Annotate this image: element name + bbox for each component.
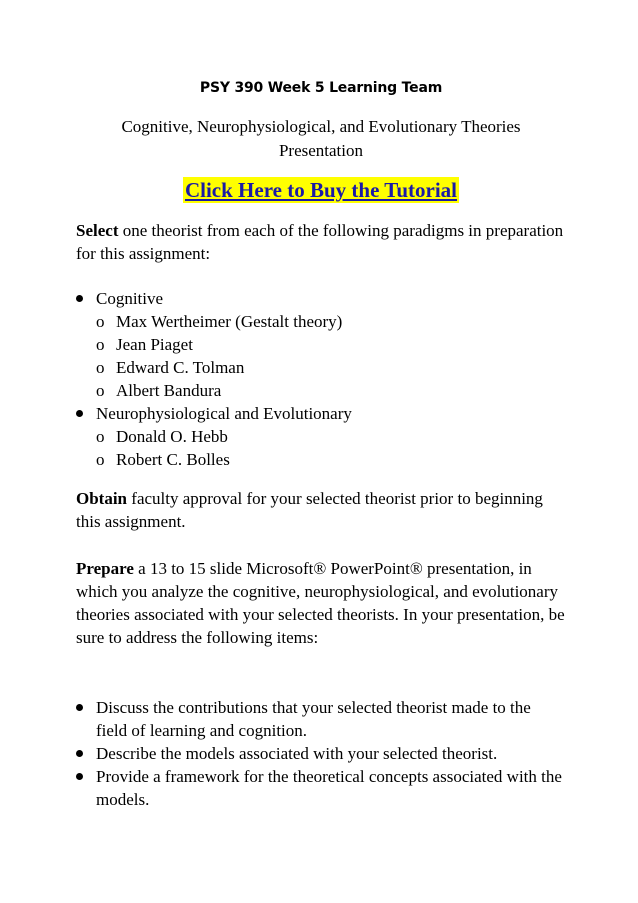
theorist-list: [96, 425, 566, 471]
theorist-name: Edward C. Tolman: [116, 358, 245, 377]
bullet-icon: [76, 410, 83, 417]
circle-bullet-icon: o: [96, 312, 105, 331]
theorist-item: [96, 310, 566, 333]
requirement-item: [76, 696, 566, 742]
theorist-item: [96, 333, 566, 356]
circle-bullet-icon: o: [96, 335, 105, 354]
bullet-icon: [76, 773, 83, 780]
circle-bullet-icon: o: [96, 427, 105, 446]
requirement-text: Provide a framework for the theoretical concepts associated with the models.: [96, 767, 562, 809]
theorist-name: Jean Piaget: [116, 335, 193, 354]
paradigm-label: Cognitive: [96, 289, 164, 308]
circle-bullet-icon: o: [96, 450, 105, 469]
paradigm-label: Neurophysiological and Evolutionary: [96, 404, 352, 423]
obtain-paragraph: [76, 487, 566, 533]
prepare-paragraph: [76, 557, 566, 649]
document-heading: PSY 390 Week 5 Learning Team: [199, 80, 443, 96]
theorist-name: Donald O. Hebb: [116, 427, 228, 446]
theorist-item: [96, 379, 566, 402]
circle-bullet-icon: o: [96, 358, 105, 377]
bullet-icon: [76, 750, 83, 757]
theorist-name: Albert Bandura: [116, 381, 222, 400]
document-subtitle: [68, 115, 574, 163]
requirements-list: [76, 696, 566, 811]
select-paragraph: [76, 219, 566, 265]
bullet-icon: [76, 295, 83, 302]
bullet-icon: [76, 704, 83, 711]
theorist-item: [96, 448, 566, 471]
requirement-item: [76, 742, 566, 765]
obtain-text: faculty approval for your selected theorist prior to beginning this assignment.: [76, 489, 543, 531]
requirement-item: [76, 765, 566, 811]
requirement-text: Discuss the contributions that your selected theorist made to the field of learning and cognition.: [96, 698, 531, 740]
select-text: one theorist from each of the following paradigms in preparation for this assignment:: [76, 221, 564, 263]
requirement-text: Describe the models associated with your selected theorist.: [96, 744, 498, 763]
paradigm-item: [76, 402, 566, 471]
buy-tutorial-link[interactable]: Click Here to Buy the Tutorial: [184, 178, 458, 202]
paradigm-list: [76, 287, 566, 471]
buy-link-container: [76, 177, 566, 203]
select-keyword: Select: [76, 221, 119, 240]
prepare-keyword: Prepare: [76, 559, 134, 578]
circle-bullet-icon: o: [96, 381, 105, 400]
paradigm-item: [76, 287, 566, 402]
theorist-item: [96, 425, 566, 448]
subtitle-line-2: Presentation: [278, 141, 364, 160]
prepare-text: a 13 to 15 slide Microsoft® PowerPoint® presentation, in which you analyze the cognitive, neurophysiological, and evolutionary theories associated with your selected theorists. In your presentation, be sure to address the following items:: [76, 559, 565, 647]
obtain-keyword: Obtain: [76, 489, 128, 508]
theorist-list: [96, 310, 566, 402]
subtitle-line-1: Cognitive, Neurophysiological, and Evolutionary Theories: [121, 117, 521, 136]
theorist-name: Robert C. Bolles: [116, 450, 230, 469]
theorist-item: [96, 356, 566, 379]
theorist-name: Max Wertheimer (Gestalt theory): [116, 312, 343, 331]
